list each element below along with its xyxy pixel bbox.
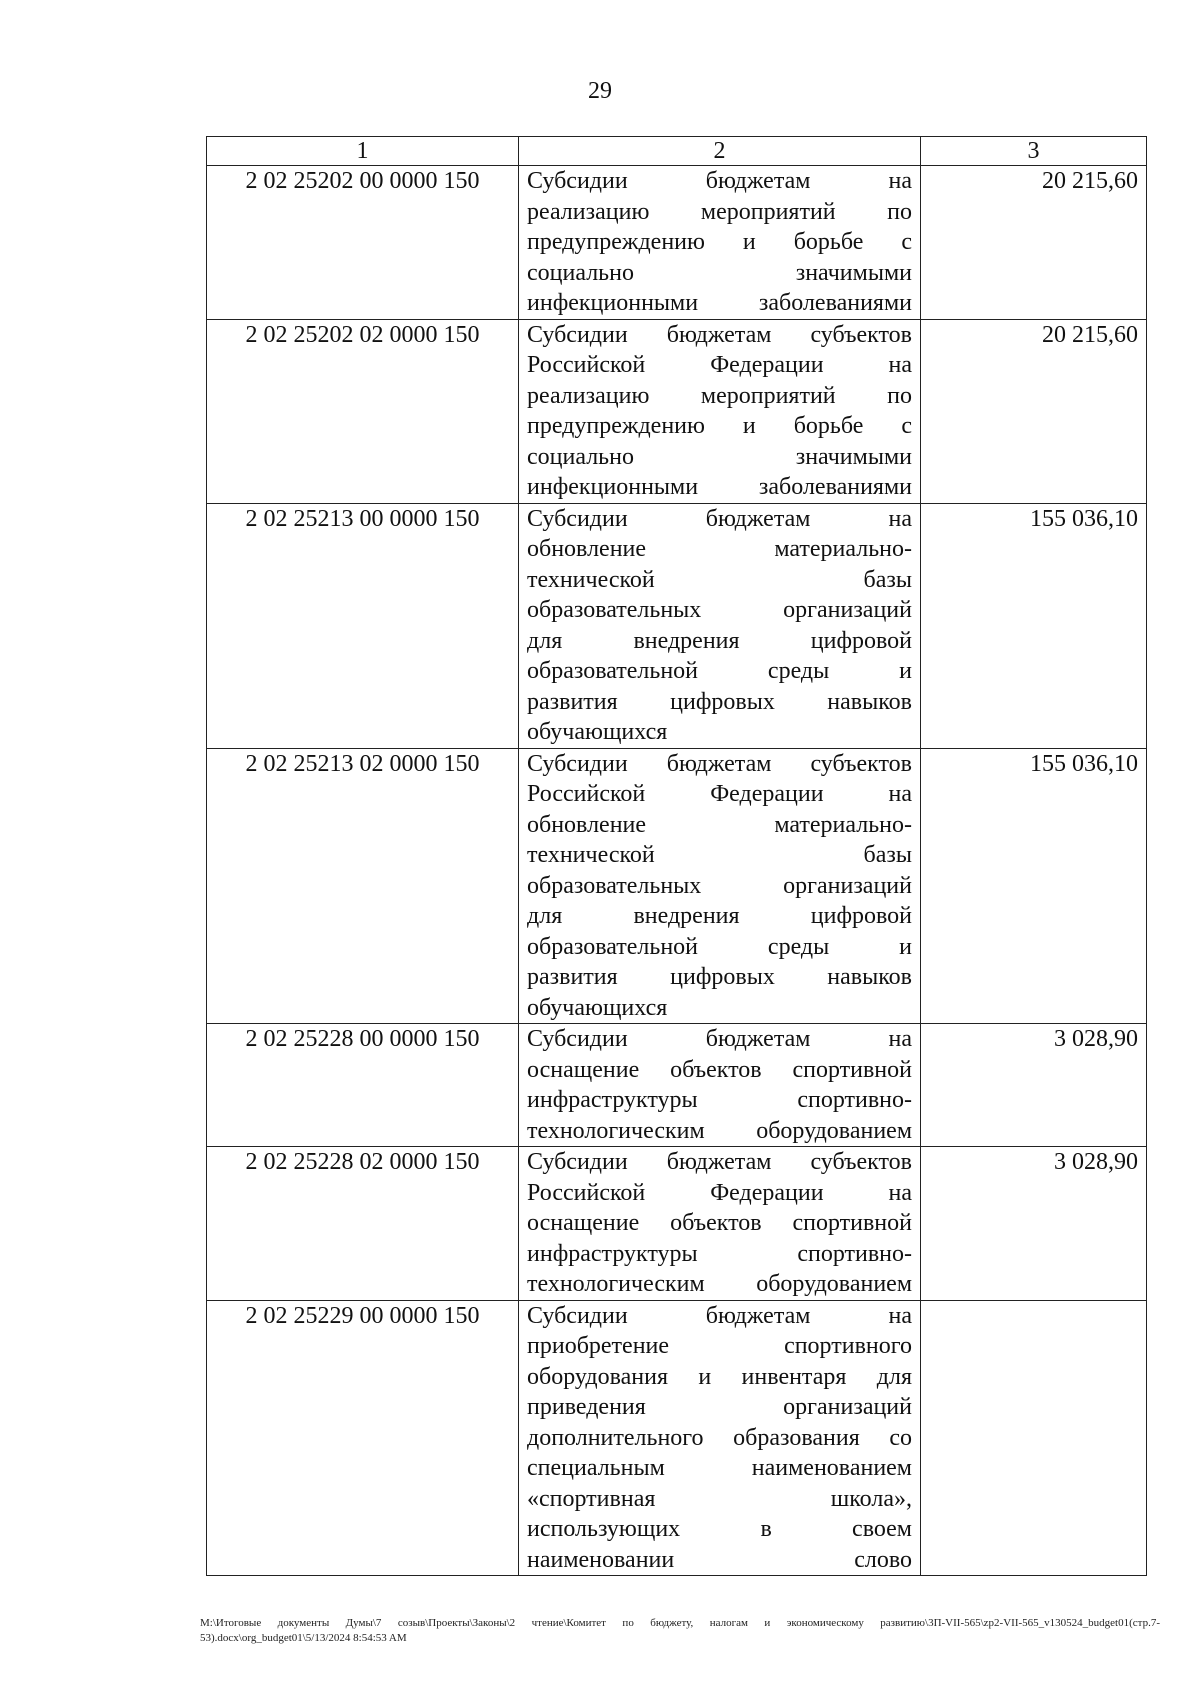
description-line: инфраструктуры спортивно- bbox=[527, 1087, 912, 1113]
description-line: Российской Федерации на bbox=[527, 781, 912, 807]
description-line: образовательных организаций bbox=[527, 597, 912, 623]
description-line: предупреждению и борьбе с bbox=[527, 413, 912, 439]
description-line: предупреждению и борьбе с bbox=[527, 229, 912, 255]
description-line: оснащение объектов спортивной bbox=[527, 1210, 912, 1236]
description-line: Субсидии бюджетам на bbox=[527, 1302, 912, 1329]
header-col-1: 1 bbox=[207, 137, 519, 166]
budget-amount: 3 028,90 bbox=[921, 1024, 1147, 1147]
budget-amount: 155 036,10 bbox=[921, 503, 1147, 748]
description-line: Субсидии бюджетам на bbox=[527, 1026, 912, 1052]
description-line: обновление материально- bbox=[527, 536, 912, 562]
description-line: инфраструктуры спортивно- bbox=[527, 1240, 912, 1267]
description-line: использующих в своем bbox=[527, 1516, 912, 1542]
description-line: инфекционными заболеваниями bbox=[527, 474, 912, 500]
budget-description bbox=[519, 503, 921, 748]
document-file-path: M:\Итоговые документы Думы\7 созыв\Проекты\Законы\2 чтение\Комитет по бюджету, налогам и экономическому развитию\3П-VII-565\zp2-VII-565_v130524_budget01(стр.7-53).docx\org_budget01\5/13/2024 8:54:53 AM bbox=[200, 1617, 1160, 1644]
budget-code: 2 02 25202 00 0000 150 bbox=[207, 166, 519, 320]
description-line: для внедрения цифровой bbox=[527, 627, 912, 654]
description-line: Российской Федерации на bbox=[527, 352, 912, 378]
description-line: Субсидии бюджетам субъектов bbox=[527, 321, 912, 348]
budget-description bbox=[519, 166, 921, 320]
description-line: Субсидии бюджетам на bbox=[527, 505, 912, 532]
description-line: Субсидии бюджетам субъектов bbox=[527, 750, 912, 777]
table-header-row bbox=[207, 137, 1147, 166]
table-row bbox=[207, 1024, 1147, 1147]
header-col-2: 2 bbox=[519, 137, 921, 166]
budget-description bbox=[519, 1024, 921, 1147]
description-line: обучающихся bbox=[527, 994, 668, 1021]
budget-description bbox=[519, 1300, 921, 1576]
description-line: оборудования и инвентаря для bbox=[527, 1363, 912, 1390]
budget-amount: 155 036,10 bbox=[921, 748, 1147, 1024]
description-line: технической базы bbox=[527, 566, 912, 593]
budget-amount bbox=[921, 1300, 1147, 1576]
description-line: технической базы bbox=[527, 842, 912, 868]
description-line: оснащение объектов спортивной bbox=[527, 1056, 912, 1083]
table-row bbox=[207, 748, 1147, 1024]
description-line: развития цифровых навыков bbox=[527, 964, 912, 990]
table-row bbox=[207, 166, 1147, 320]
description-line: «спортивная школа», bbox=[527, 1485, 912, 1512]
description-line: инфекционными заболеваниями bbox=[527, 290, 912, 316]
description-line: социально значимыми bbox=[527, 443, 912, 470]
description-line: реализацию мероприятий по bbox=[527, 198, 912, 225]
page-number: 29 bbox=[588, 78, 612, 104]
table-row bbox=[207, 503, 1147, 748]
table-row bbox=[207, 319, 1147, 503]
description-line: специальным наименованием bbox=[527, 1455, 912, 1481]
budget-code: 2 02 25202 02 0000 150 bbox=[207, 319, 519, 503]
budget-amount: 3 028,90 bbox=[921, 1147, 1147, 1301]
description-line: для внедрения цифровой bbox=[527, 903, 912, 929]
description-line: дополнительного образования со bbox=[527, 1424, 912, 1451]
budget-code: 2 02 25229 00 0000 150 bbox=[207, 1300, 519, 1576]
budget-code: 2 02 25228 00 0000 150 bbox=[207, 1024, 519, 1147]
description-line: Российской Федерации на bbox=[527, 1179, 912, 1206]
table-row bbox=[207, 1147, 1147, 1301]
description-line: наименовании слово bbox=[527, 1546, 912, 1573]
budget-description bbox=[519, 1147, 921, 1301]
description-line: развития цифровых навыков bbox=[527, 688, 912, 715]
table-row bbox=[207, 1300, 1147, 1576]
description-line: социально значимыми bbox=[527, 259, 912, 286]
budget-amount: 20 215,60 bbox=[921, 166, 1147, 320]
description-line: технологическим оборудованием bbox=[527, 1117, 912, 1144]
description-line: обучающихся bbox=[527, 719, 668, 745]
budget-code: 2 02 25213 02 0000 150 bbox=[207, 748, 519, 1024]
description-line: образовательной среды и bbox=[527, 933, 912, 960]
description-line: приобретение спортивного bbox=[527, 1333, 912, 1359]
description-line: приведения организаций bbox=[527, 1394, 912, 1420]
budget-code: 2 02 25213 00 0000 150 bbox=[207, 503, 519, 748]
description-line: Субсидии бюджетам субъектов bbox=[527, 1149, 912, 1175]
budget-amount: 20 215,60 bbox=[921, 319, 1147, 503]
budget-description bbox=[519, 319, 921, 503]
description-line: обновление материально- bbox=[527, 811, 912, 838]
budget-code: 2 02 25228 02 0000 150 bbox=[207, 1147, 519, 1301]
description-line: образовательной среды и bbox=[527, 658, 912, 684]
description-line: реализацию мероприятий по bbox=[527, 382, 912, 409]
description-line: образовательных организаций bbox=[527, 872, 912, 899]
budget-description bbox=[519, 748, 921, 1024]
description-line: Субсидии бюджетам на bbox=[527, 168, 912, 194]
description-line: технологическим оборудованием bbox=[527, 1271, 912, 1297]
header-col-3: 3 bbox=[921, 137, 1147, 166]
budget-table bbox=[206, 136, 1147, 1576]
